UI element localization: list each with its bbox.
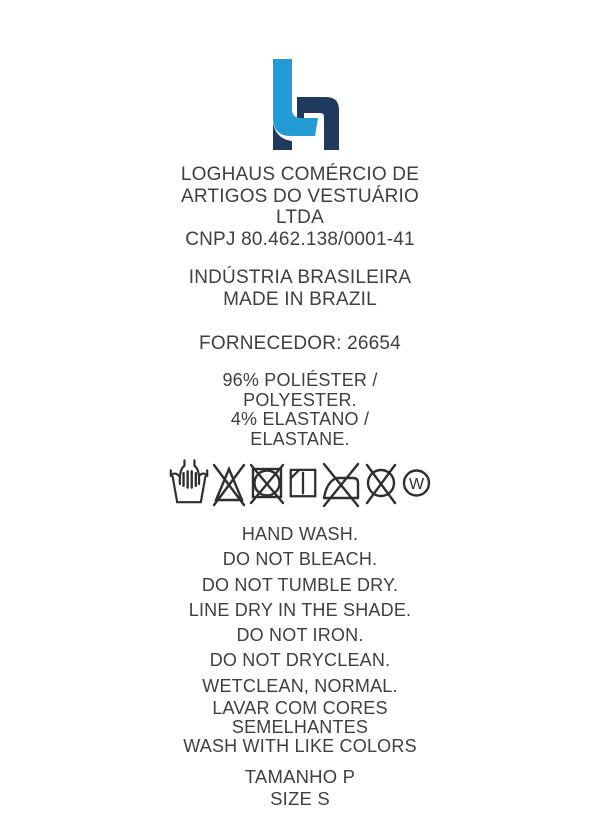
wetclean-letter: W: [408, 476, 424, 493]
care-line: HAND WASH.: [241, 524, 359, 544]
wash-note-line: LAVAR COM CORES: [212, 698, 388, 719]
care-line: DO NOT IRON.: [236, 625, 364, 646]
size-line-en: SIZE S: [270, 787, 330, 809]
do-not-iron-icon: [321, 456, 361, 512]
composition-line: 96% POLIÉSTER /: [222, 370, 378, 390]
company-name-line: LTDA: [276, 207, 324, 228]
wash-note-line: SEMELHANTES: [231, 717, 369, 738]
line-dry-in-shade-icon: [287, 456, 319, 512]
composition-line: 4% ELASTANO /: [230, 409, 370, 429]
wet-clean-normal-icon: [401, 456, 432, 512]
origin-line-en: MADE IN BRAZIL: [223, 288, 377, 310]
care-line: DO NOT BLEACH.: [222, 549, 378, 570]
company-block: [0, 164, 600, 250]
composition-line: ELASTANE.: [250, 428, 350, 449]
care-instructions-block: [0, 522, 600, 756]
loghaus-h-logo-icon: [270, 59, 340, 151]
supplier-line: FORNECEDOR: 26654: [199, 333, 401, 354]
do-not-tumble-dry-icon: [249, 456, 285, 512]
do-not-dryclean-icon: [363, 456, 399, 512]
care-line: LINE DRY IN THE SHADE.: [188, 599, 412, 620]
wash-note-line: WASH WITH LIKE COLORS: [183, 736, 417, 757]
size-block: [0, 766, 600, 809]
care-line: DO NOT TUMBLE DRY.: [201, 574, 399, 595]
brand-logo: [270, 59, 340, 156]
size-line-pt: TAMANHO P: [244, 766, 356, 787]
composition-block: [0, 371, 600, 449]
origin-line-pt: INDÚSTRIA BRASILEIRA: [188, 267, 412, 288]
composition-line: POLYESTER.: [243, 389, 357, 410]
company-name-line: ARTIGOS DO VESTUÁRIO: [180, 185, 420, 207]
origin-block: [0, 267, 600, 310]
company-cnpj: CNPJ 80.462.138/0001-41: [185, 228, 415, 250]
company-name-line: LOGHAUS COMÉRCIO DE: [180, 164, 420, 185]
hand-wash-icon: [169, 456, 209, 512]
care-symbols-row: [0, 456, 600, 512]
do-not-bleach-icon: [211, 456, 247, 512]
care-line: DO NOT DRYCLEAN.: [209, 650, 391, 671]
care-line: WETCLEAN, NORMAL.: [202, 675, 398, 696]
